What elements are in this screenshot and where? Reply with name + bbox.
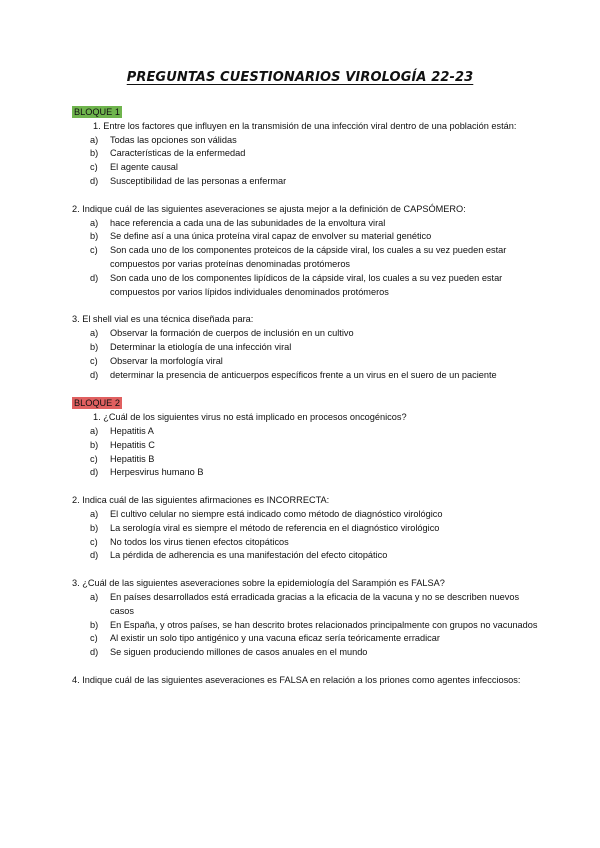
- option-letter: d): [90, 369, 99, 380]
- option-letter: c): [90, 453, 98, 464]
- option-letter: d): [90, 647, 99, 658]
- question-b2-q2: 2. Indica cuál de las siguientes afirmaciones es INCORRECTA:: [72, 495, 330, 506]
- option-text: Herpesvirus humano B: [110, 467, 204, 478]
- option-text: Determinar la etiología de una infección viral: [110, 341, 292, 352]
- option-text: Se siguen produciendo millones de casos anuales en el mundo: [110, 647, 368, 658]
- option-item: [72, 536, 542, 550]
- option-item: [72, 508, 542, 522]
- option-text: determinar la presencia de anticuerpos específicos frente a un virus en el suero de un paciente: [110, 369, 497, 380]
- option-letter: a): [90, 217, 99, 228]
- option-text: Hepatitis C: [110, 439, 155, 450]
- options-b2-q1: [72, 425, 542, 480]
- option-letter: b): [90, 148, 99, 159]
- option-item: [72, 369, 542, 383]
- option-text: En España, y otros países, se han descrito brotes relacionados principalmente con grupos no vacunados: [110, 619, 538, 630]
- option-text: Observar la formación de cuerpos de inclusión en un cultivo: [110, 328, 354, 339]
- question-b1-q3: 3. El shell vial es una técnica diseñada para:: [72, 314, 254, 325]
- option-text: La pérdida de adherencia es una manifestación del efecto citopático: [110, 550, 388, 561]
- option-letter: b): [90, 522, 99, 533]
- option-item: [72, 619, 542, 633]
- option-item: [72, 632, 542, 646]
- options-b1-q2: [72, 217, 542, 300]
- option-item: [72, 439, 542, 453]
- option-item: [72, 134, 542, 148]
- option-letter: c): [90, 536, 98, 547]
- option-item: [72, 217, 542, 231]
- option-text: El cultivo celular no siempre está indicado como método de diagnóstico virológico: [110, 508, 443, 519]
- option-item: [72, 591, 542, 619]
- option-text: En países desarrollados está erradicada gracias a la eficacia de la vacuna y no se describen nuevos casos: [110, 591, 520, 616]
- block-2-label: BLOQUE 2: [74, 398, 120, 409]
- option-letter: c): [90, 245, 98, 256]
- document-content: [72, 105, 542, 688]
- option-text: Susceptibilidad de las personas a enfermar: [110, 175, 287, 186]
- option-text: No todos los virus tienen efectos citopáticos: [110, 536, 289, 547]
- option-text: Hepatitis A: [110, 425, 154, 436]
- block-1-label: BLOQUE 1: [74, 107, 120, 117]
- option-letter: d): [90, 550, 99, 561]
- option-item: [72, 646, 542, 660]
- option-item: [72, 522, 542, 536]
- question-b1-q1: 1. Entre los factores que influyen en la transmisión de una infección viral dentro de una población están:: [93, 120, 517, 131]
- option-letter: d): [90, 175, 99, 186]
- option-item: [72, 244, 542, 272]
- option-letter: a): [90, 508, 99, 519]
- option-letter: d): [90, 272, 99, 283]
- option-item: [72, 230, 542, 244]
- question-b2-q4: 4. Indique cuál de las siguientes aseveraciones es FALSA en relación a los priones como agentes infecciosos:: [72, 674, 521, 685]
- option-item: [72, 466, 542, 480]
- option-item: [72, 327, 542, 341]
- option-text: Todas las opciones son válidas: [110, 134, 237, 145]
- option-letter: c): [90, 355, 98, 366]
- option-text: Hepatitis B: [110, 453, 155, 464]
- option-item: [72, 175, 542, 189]
- document-title: PREGUNTAS CUESTIONARIOS VIROLOGÍA 22-23: [126, 70, 474, 85]
- option-letter: c): [90, 162, 98, 173]
- option-letter: a): [90, 425, 99, 436]
- option-letter: a): [90, 328, 99, 339]
- options-b2-q2: [72, 508, 542, 563]
- question-b2-q3: 3. ¿Cuál de las siguientes aseveraciones sobre la epidemiología del Sarampión es FALSA?: [72, 578, 445, 589]
- option-text: La serología viral es siempre el método de referencia en el diagnóstico virológico: [110, 522, 440, 533]
- option-item: [72, 425, 542, 439]
- option-letter: b): [90, 439, 99, 450]
- option-item: [72, 272, 542, 300]
- option-text: Se define así a una única proteína viral capaz de envolver su material genético: [110, 231, 432, 242]
- option-letter: b): [90, 341, 99, 352]
- option-letter: c): [90, 633, 98, 644]
- options-b2-q3: [72, 591, 542, 660]
- option-text: Observar la morfología viral: [110, 355, 223, 366]
- option-item: [72, 453, 542, 467]
- option-item: [72, 147, 542, 161]
- question-b2-q1: 1. ¿Cuál de los siguientes virus no está implicado en procesos oncogénicos?: [93, 412, 407, 423]
- option-text: Son cada uno de los componentes proteicos de la cápside viral, los cuales a su vez pueden estar compuestos por varias proteínas denominadas protómeros: [110, 245, 507, 269]
- option-item: [72, 341, 542, 355]
- option-item: [72, 549, 542, 563]
- options-b1-q1: [72, 134, 542, 189]
- option-letter: b): [90, 619, 99, 630]
- option-text: Son cada uno de los componentes lipídicos de la cápside viral, los cuales a su vez pueden estar compuestos por varios lípidos individuales denominados protómeros: [110, 272, 503, 297]
- option-text: hace referencia a cada una de las subunidades de la envoltura viral: [110, 217, 386, 228]
- option-text: El agente causal: [110, 162, 178, 173]
- option-letter: d): [90, 467, 99, 478]
- option-item: [72, 355, 542, 369]
- option-letter: a): [90, 591, 99, 602]
- options-b1-q3: [72, 327, 542, 382]
- option-item: [72, 161, 542, 175]
- option-letter: b): [90, 231, 99, 242]
- question-b1-q2: 2. Indique cuál de las siguientes aseveraciones se ajusta mejor a la definición de CAPSÓMERO:: [72, 203, 466, 214]
- option-text: Características de la enfermedad: [110, 148, 246, 159]
- option-text: Al existir un solo tipo antigénico y una vacuna eficaz sería teóricamente erradicar: [110, 633, 440, 644]
- option-letter: a): [90, 134, 99, 145]
